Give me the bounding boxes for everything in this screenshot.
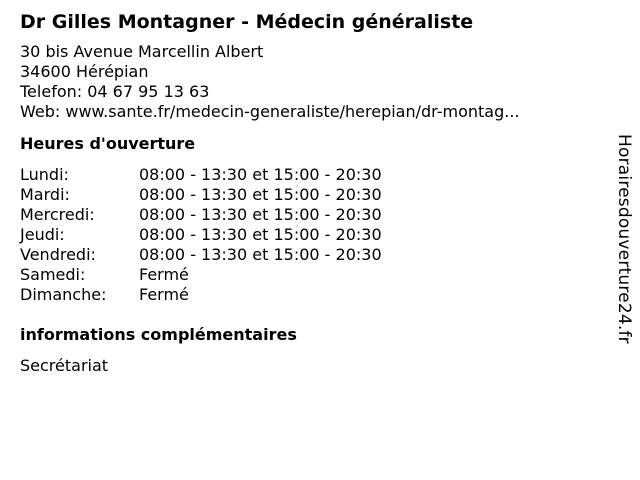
day-hours: 08:00 - 13:30 et 15:00 - 20:30 — [139, 225, 382, 244]
day-label: Lundi: — [20, 165, 69, 184]
day-hours: 08:00 - 13:30 et 15:00 - 20:30 — [139, 245, 382, 264]
hours-row-monday — [20, 165, 600, 185]
day-label: Dimanche: — [20, 285, 107, 304]
day-hours: Fermé — [139, 285, 189, 304]
practice-title: Dr Gilles Montagner - Médecin généraliste — [20, 11, 474, 33]
hours-row-thursday — [20, 225, 600, 245]
hours-row-tuesday — [20, 185, 600, 205]
day-label: Vendredi: — [20, 245, 96, 264]
day-hours: 08:00 - 13:30 et 15:00 - 20:30 — [139, 165, 382, 184]
day-label: Samedi: — [20, 265, 86, 284]
website-link[interactable]: Web: www.sante.fr/medecin-generaliste/herepian/dr-montag... — [20, 102, 520, 121]
additional-info-heading: informations complémentaires — [20, 325, 297, 344]
day-label: Jeudi: — [20, 225, 65, 244]
phone-number: Telefon: 04 67 95 13 63 — [20, 82, 210, 101]
opening-hours-heading: Heures d'ouverture — [20, 134, 196, 153]
hours-row-sunday — [20, 285, 600, 305]
address-street: 30 bis Avenue Marcellin Albert — [20, 42, 264, 61]
day-label: Mardi: — [20, 185, 70, 204]
day-hours: 08:00 - 13:30 et 15:00 - 20:30 — [139, 185, 382, 204]
hours-row-saturday — [20, 265, 600, 285]
practice-card — [20, 8, 600, 376]
address-city: 34600 Hérépian — [20, 62, 149, 81]
hours-row-wednesday — [20, 205, 600, 225]
opening-hours-table — [20, 165, 600, 305]
hours-row-friday — [20, 245, 600, 265]
additional-info-text: Secrétariat — [20, 356, 109, 375]
day-hours: Fermé — [139, 265, 189, 284]
day-label: Mercredi: — [20, 205, 95, 224]
site-watermark: Horairesdouverture24.fr — [614, 134, 634, 344]
day-hours: 08:00 - 13:30 et 15:00 - 20:30 — [139, 205, 382, 224]
